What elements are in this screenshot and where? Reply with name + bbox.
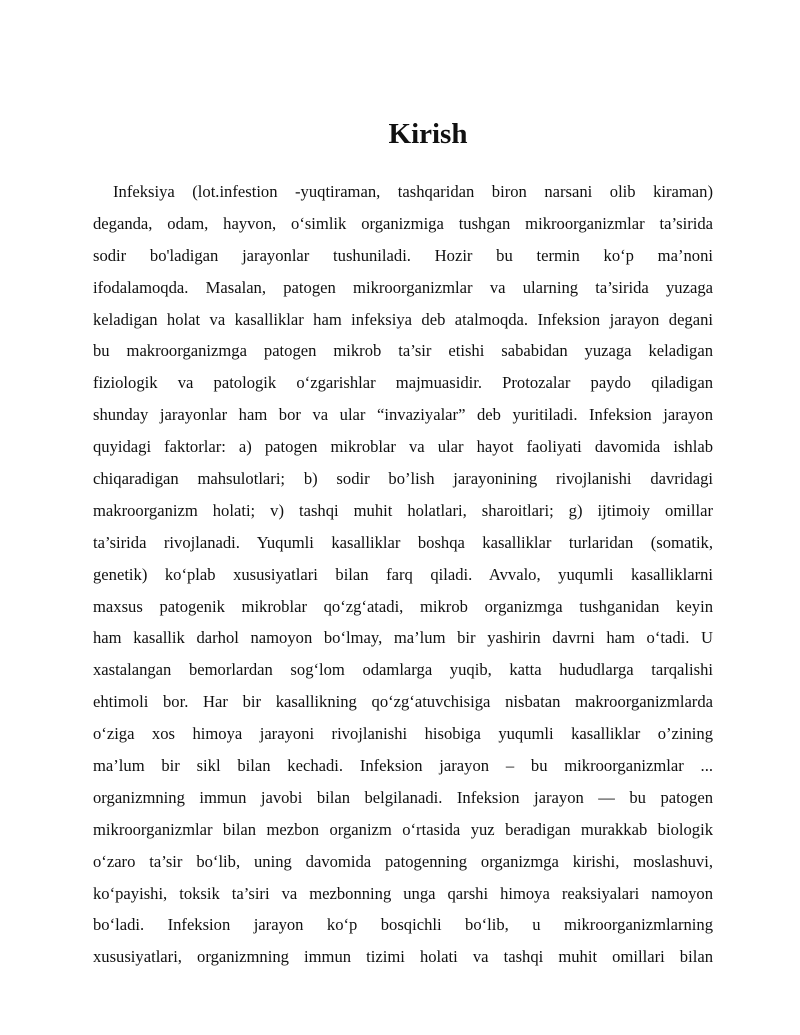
text-line: xastalangan bemorlardan sog‘lom odamlarga yuqib, katta hududlarga tarqalishi xyxy=(93,660,713,680)
body-paragraph xyxy=(93,176,713,973)
text-line: genetik) ko‘plab xususiyatlari bilan farq qiladi. Avvalo, yuqumli kasalliklarni xyxy=(93,564,713,584)
text-line: ifodalamoqda. Masalan, patogen mikroorganizmlar va ularning ta’sirida yuzaga xyxy=(93,277,713,297)
text-line: keladigan holat va kasalliklar ham infeksiya deb atalmoqda. Infeksion jarayon degani xyxy=(93,309,713,329)
text-line: ko‘payishi, toksik ta’siri va mezbonning unga qarshi himoya reaksiyalari namoyon xyxy=(93,883,713,903)
text-line: xususiyatlari, organizmning immun tizimi holati va tashqi muhit omillari bilan xyxy=(93,947,713,967)
text-line: ta’sirida rivojlanadi. Yuqumli kasalliklar boshqa kasalliklar turlaridan (somatik, xyxy=(93,532,713,552)
text-line: organizmning immun javobi bilan belgilanadi. Infeksion jarayon — bu patogen xyxy=(93,787,713,807)
text-line: ehtimoli bor. Har bir kasallikning qo‘zg‘atuvchisiga nisbatan makroorganizmlarda xyxy=(93,692,713,712)
text-line: deganda, odam, hayvon, o‘simlik organizmiga tushgan mikroorganizmlar ta’sirida xyxy=(93,213,713,233)
text-line: mikroorganizmlar bilan mezbon organizm o‘rtasida yuz beradigan murakkab biologik xyxy=(93,819,713,839)
text-line: ma’lum bir sikl bilan kechadi. Infeksion jarayon – bu mikroorganizmlar ... xyxy=(93,756,713,776)
text-line: o‘zaro ta’sir bo‘lib, uning davomida patogenning organizmga kirishi, moslashuvi, xyxy=(93,851,713,871)
text-line: bo‘ladi. Infeksion jarayon ko‘p bosqichli bo‘lib, u mikroorganizmlarning xyxy=(93,915,713,935)
text-line: quyidagi faktorlar: a) patogen mikroblar va ular hayot faoliyati davomida ishlab xyxy=(93,437,713,457)
text-line: makroorganizm holati; v) tashqi muhit holatlari, sharoitlari; g) ijtimoiy omillar xyxy=(93,500,713,520)
text-line: shunday jarayonlar ham bor va ular “invaziyalar” deb yuritiladi. Infeksion jarayon xyxy=(93,405,713,425)
text-line: maxsus patogenik mikroblar qo‘zg‘atadi, mikrob organizmga tushganidan keyin xyxy=(93,596,713,616)
text-line: ham kasallik darhol namoyon bo‘lmay, ma’lum bir yashirin davrni ham o‘tadi. U xyxy=(93,628,713,648)
page-title: Kirish xyxy=(388,118,468,150)
text-line: sodir bo'ladigan jarayonlar tushuniladi. Hozir bu termin ko‘p ma’noni xyxy=(93,245,713,265)
text-line: fiziologik va patologik o‘zgarishlar majmuasidir. Protozalar paydo qiladigan xyxy=(93,373,713,393)
text-line: o‘ziga xos himoya jarayoni rivojlanishi hisobiga yuqumli kasalliklar o’zining xyxy=(93,724,713,744)
text-line: Infeksiya (lot.infestion -yuqtiraman, tashqaridan biron narsani olib kiraman) xyxy=(113,182,713,201)
text-line: bu makroorganizmga patogen mikrob ta’sir etishi sababidan yuzaga keladigan xyxy=(93,341,713,361)
text-line: chiqaradigan mahsulotlari; b) sodir bo’lish jarayonining rivojlanishi davridagi xyxy=(93,469,713,489)
